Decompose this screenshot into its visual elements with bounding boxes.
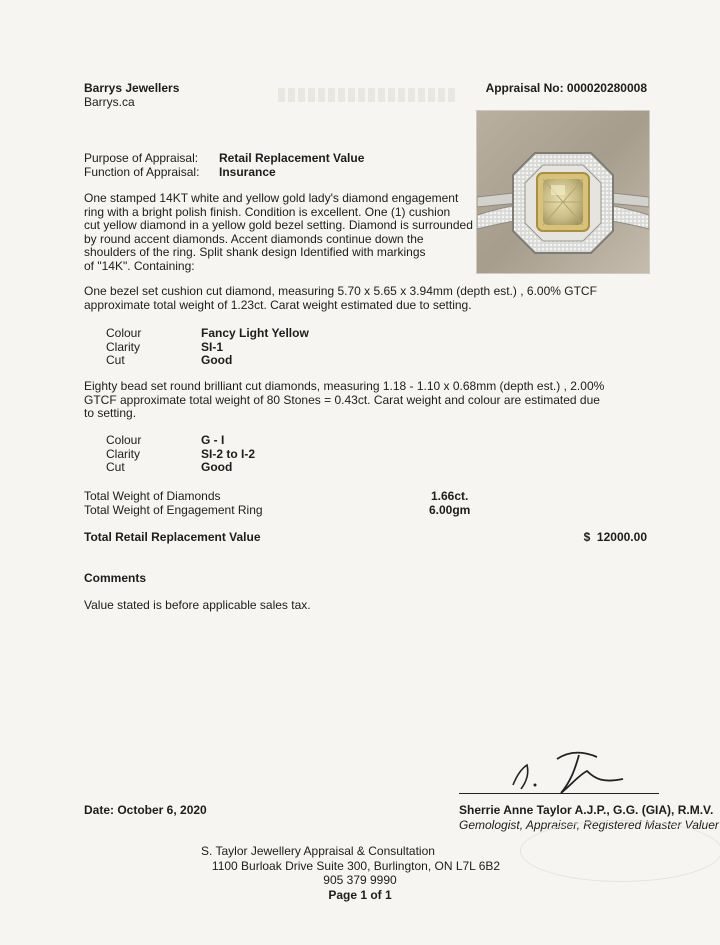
footer-address: 1100 Burloak Drive Suite 300, Burlington, ON L7L 6B2 (211, 858, 501, 873)
grade-label: Clarity (106, 339, 141, 354)
grade-value: Good (201, 460, 233, 474)
description-line: by round accent diamonds. Accent diamonds continue down the (84, 231, 424, 246)
purpose-label: Purpose of Appraisal: (84, 151, 199, 165)
grade-value: G - I (201, 433, 225, 447)
center-stone-line: approximate total weight of 1.23ct. Carat weight estimated due to setting. (84, 297, 472, 312)
accent-stones-line: GTCF approximate total weight of 80 Stones = 0.43ct. Carat weight and colour are estimated due (84, 392, 600, 407)
accent-stones-grades (106, 434, 255, 475)
footer-phone: 905 379 9990 (323, 873, 397, 887)
replacement-value-label: Total Retail Replacement Value (84, 530, 261, 544)
grade-label: Colour (106, 326, 142, 340)
grade-label: Colour (106, 433, 142, 447)
description-line: of "14K". Containing: (84, 258, 195, 273)
total-diamonds-value: 1.66ct. (431, 489, 469, 503)
total-diamonds-label: Total Weight of Diamonds (84, 489, 221, 503)
comments-text: Value stated is before applicable sales tax. (84, 598, 311, 612)
bleed-through-text (278, 88, 458, 102)
description-line: ring with a bright polish finish. Condition is excellent. One (1) cushion (84, 204, 451, 219)
accent-stones-description (84, 380, 604, 421)
appraisal-number: Appraisal No: 000020280008 (485, 81, 647, 95)
accent-stones-line: to setting. (84, 406, 137, 420)
grade-value: Good (201, 353, 233, 367)
appraisal-date: Date: October 6, 2020 (84, 803, 207, 817)
grade-label: Cut (106, 460, 125, 474)
footer (0, 844, 720, 902)
replacement-value: $ 12000.00 (583, 530, 647, 544)
appraiser-title: Gemologist, Appraiser, Registered Master Valuer (459, 818, 719, 832)
center-stone-grades (106, 327, 309, 368)
ring-description (84, 192, 473, 273)
signature-line (459, 793, 659, 794)
center-stone-line: One bezel set cushion cut diamond, measuring 5.70 x 5.65 x 3.94mm (depth est.) , 6.00% GTCF (84, 284, 597, 298)
total-ring-weight-label: Total Weight of Engagement Ring (84, 503, 263, 517)
description-line: One stamped 14KT white and yellow gold lady's diamond engagement (84, 191, 459, 205)
accent-stones-line: Eighty bead set round brilliant cut diamonds, measuring 1.18 - 1.10 x 0.68mm (depth est.) , 2.00% (84, 379, 605, 393)
description-line: cut yellow diamond in a yellow gold bezel setting. Diamond is surrounded (84, 218, 473, 232)
function-value: Insurance (219, 165, 276, 179)
page-number: Page 1 of 1 (328, 887, 392, 902)
function-label: Function of Appraisal: (84, 165, 200, 179)
appraiser-name: Sherrie Anne Taylor A.J.P., G.G. (GIA), R.M.V. (459, 803, 714, 817)
description-line: shoulders of the ring. Split shank design Identified with markings (84, 245, 426, 259)
handwritten-signature (505, 745, 635, 797)
company-website: Barrys.ca (84, 95, 135, 109)
purpose-value: Retail Replacement Value (219, 151, 365, 165)
center-stone-description (84, 285, 597, 312)
total-ring-weight-value: 6.00gm (429, 503, 471, 517)
comments-heading: Comments (84, 571, 147, 585)
grade-value: SI-2 to I-2 (201, 446, 256, 461)
grade-label: Cut (106, 353, 125, 367)
ring-photo (476, 110, 650, 274)
grade-value: Fancy Light Yellow (201, 326, 309, 340)
footer-company: S. Taylor Jewellery Appraisal & Consultation (201, 844, 435, 858)
grade-label: Clarity (106, 446, 141, 461)
company-name: Barrys Jewellers (84, 81, 180, 95)
diamond-ring-image (477, 111, 649, 273)
grade-value: SI-1 (201, 339, 224, 354)
